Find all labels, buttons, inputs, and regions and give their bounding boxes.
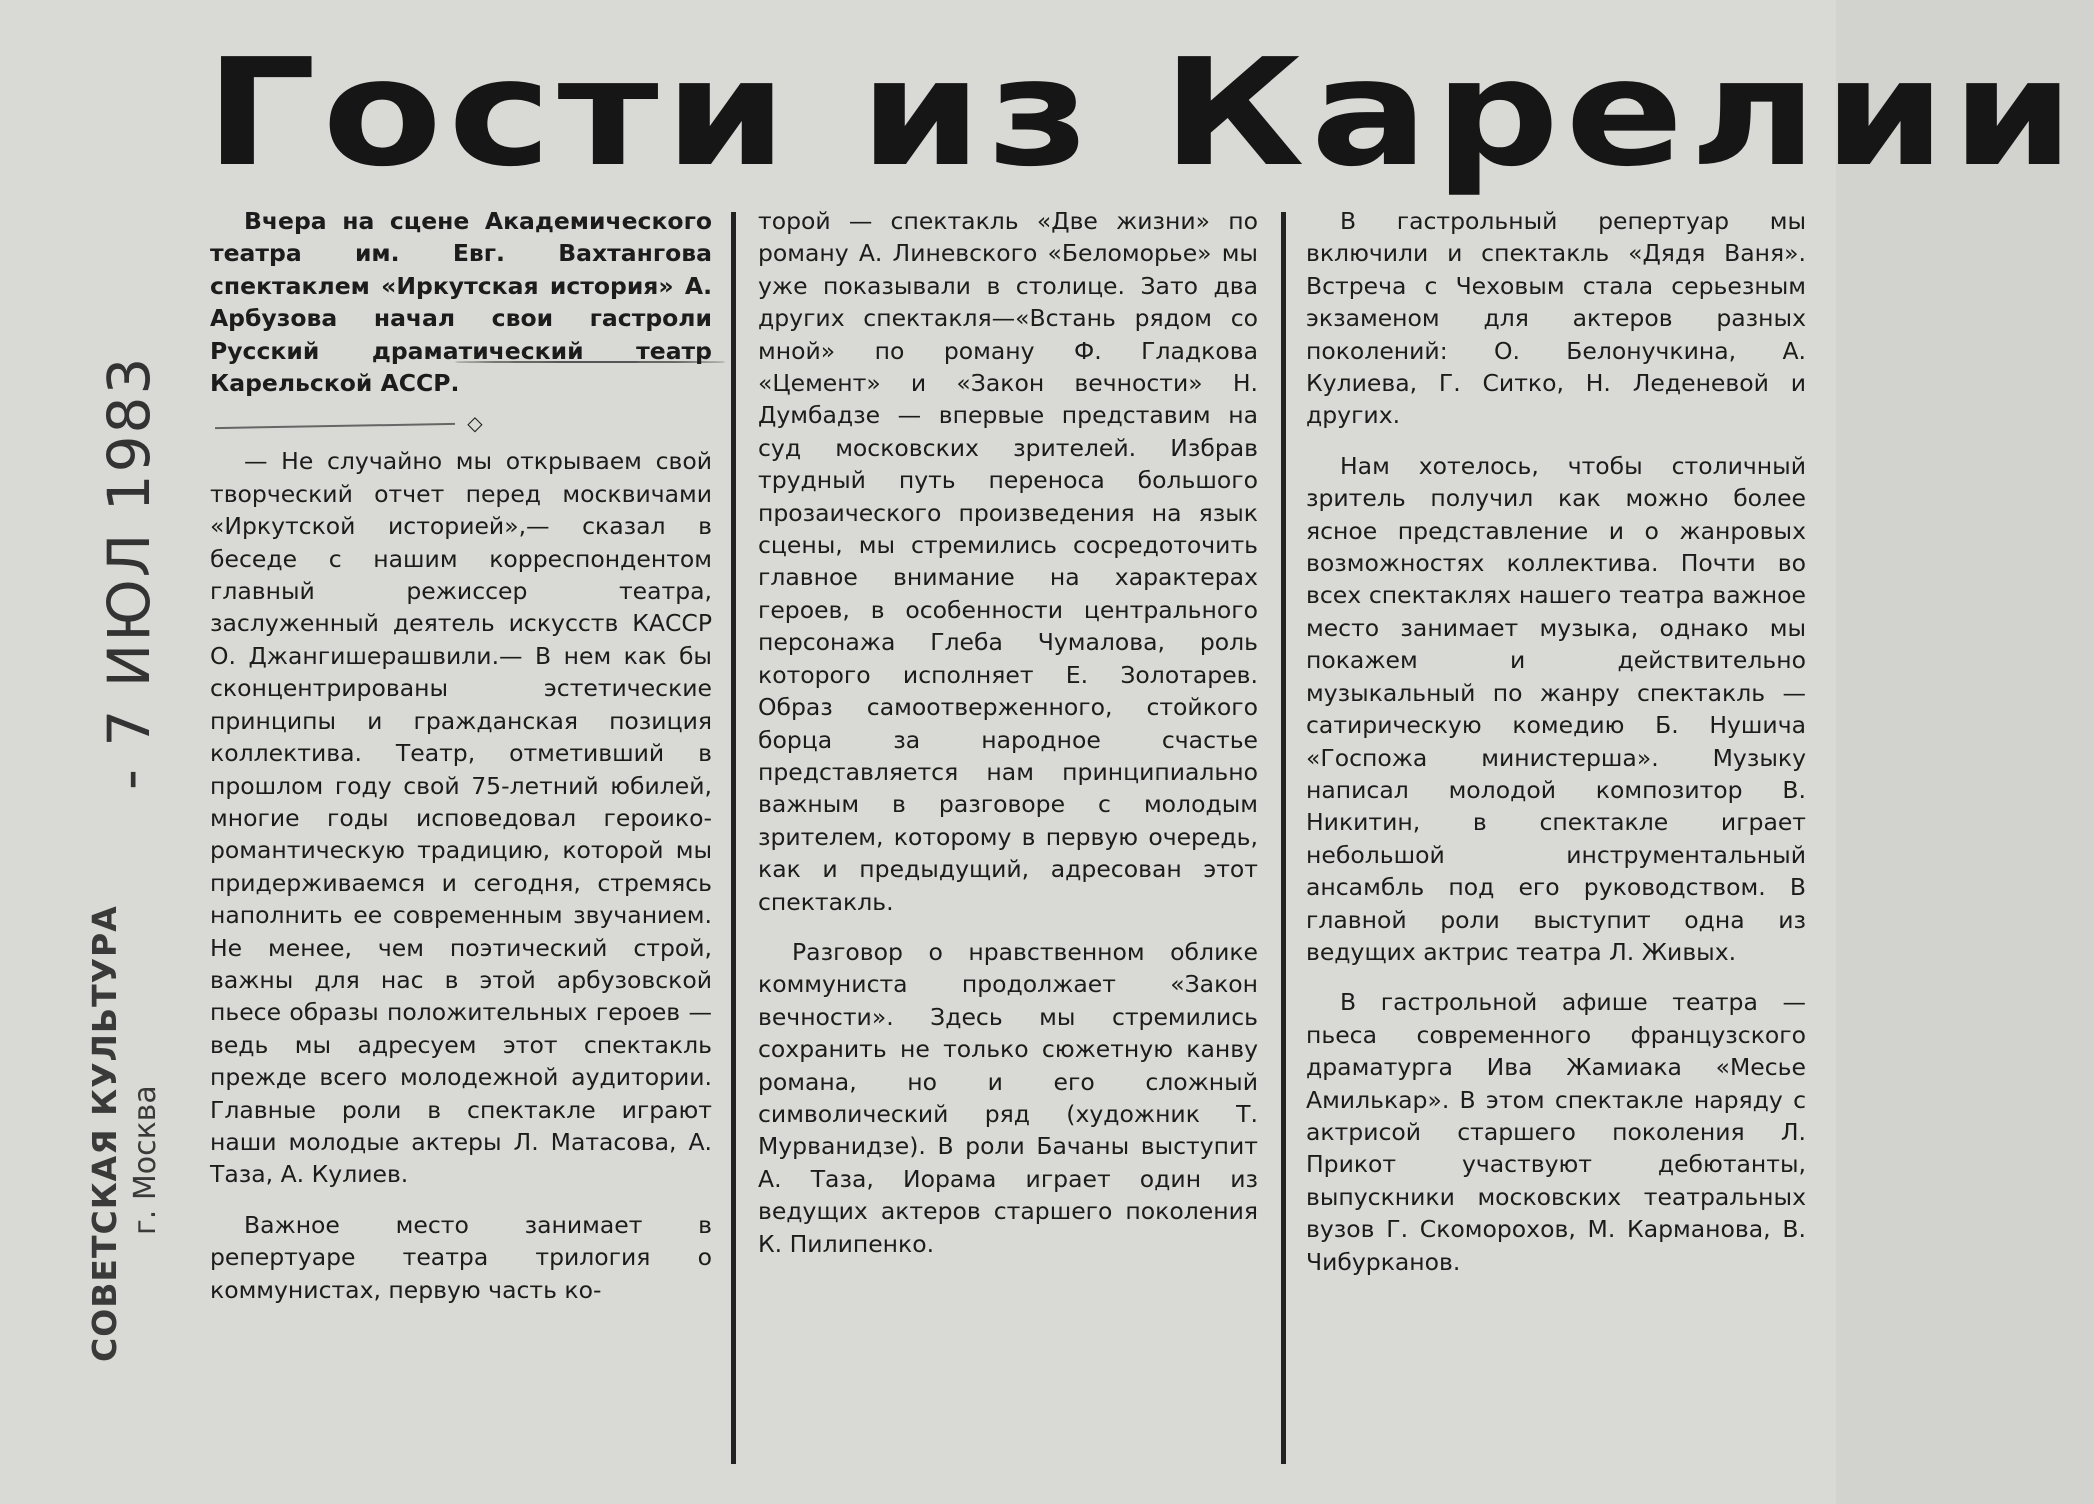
column-rule (731, 212, 736, 1464)
column-rule (1281, 212, 1286, 1464)
paragraph: В гастрольный репертуар мы включили и спектакль «Дядя Ваня». Встреча с Чеховым стала серьезным экзаменом для актеров разных поколений: О. Белонучкина, А. Кулиева, Г. Ситко, Н. Леденевой и других. (1306, 207, 1806, 430)
city-stamp: г. Москва (128, 1085, 163, 1235)
article-column-1 (210, 205, 712, 1306)
paragraph: торой — спектакль «Две жизни» по роману А. Линевского «Беломорье» мы уже показывали в столице. Зато два других спектакля—«Встань рядом со мной» по роману Ф. Гладкова «Цемент» и «Закон вечности» Н. Думбадзе — впервые представим на суд московских зрителей. Избрав трудный путь переноса большого прозаического произведения на язык сцены, мы стремились сосредоточить главное внимание на характерах героев, в особенности центрального персонажа Глеба Чумалова, роль которого исполняет Е. Золотарев. Образ самоотверженного, стойкого борца за народное счастье представляется нам принципиально важным в разговоре с молодым зрителем, которому в первую очередь, как и предыдущий, адресован этот спектакль. (758, 207, 1258, 916)
paragraph: Важное место занимает в репертуаре театра трилогия о коммунистах, первую часть ко- (210, 1210, 712, 1304)
diamond-separator-icon: ◇ (467, 411, 483, 436)
article-column-3 (1306, 205, 1806, 1278)
paragraph: — Не случайно мы открываем свой творческий отчет перед москвичами «Иркутской историей»,— сказал в беседе с нашим корреспондентом главный режиссер театра, заслуженный деятель искусств КАССР О. Джангишерашвили.— В нем как бы сконцентрированы эстетические принципы и гражданская позиция коллектива. Театр, отметивший в прошлом году свой 75-летний юбилей, многие годы исповедовал героико-романтическую традицию, которой мы придерживаемся и сегодня, стремясь наполнить ее современным звучанием. Не менее, чем поэтический строй, важны для нас в этой арбузовской пьесе образы положительных героев — ведь мы адресуем этот спектакль прежде всего молодежной аудитории. Главные роли в спектакле играют наши молодые актеры Л. Матасова, А. Таза, А. Кулиев. (210, 447, 712, 1189)
headline: Гости из Карелии (205, 27, 2080, 199)
date-stamp: - 7 ИЮЛ 1983 (95, 355, 163, 790)
newspaper-name-stamp: СОВЕТСКАЯ КУЛЬТУРА (85, 905, 124, 1362)
paragraph: В гастрольной афише театра — пьеса современного французского драматурга Ива Жамиака «Месье Амилькар». В этом спектакле наряду с актрисой старшего поколения Л. Прикот участвуют дебютанты, выпускники московских театральных вузов Г. Скоморохов, М. Карманова, В. Чибурканов. (1306, 988, 1806, 1276)
lead-paragraph: Вчера на сцене Академического театра им. Евг. Вахтангова спектаклем «Иркутская история» А. Арбузова начал свои гастроли Русский драматический театр Карельской АССР. (210, 207, 712, 398)
article-column-2 (758, 205, 1258, 1260)
paragraph: Нам хотелось, чтобы столичный зритель получил как можно более ясное представление и о жанровых возможностях коллектива. Почти во всех спектаклях нашего театра важное место занимает музыка, однако мы покажем и действительно музыкальный по жанру спектакль — сатирическую комедию Б. Нушича «Госпожа министерша». Музыку написал молодой композитор В. Никитин, в спектакле играет небольшой инструментальный ансамбль под его руководством. В главной роли выступит одна из ведущих актрис театра Л. Живых. (1306, 451, 1806, 966)
paragraph: Разговор о нравственном облике коммуниста продолжает «Закон вечности». Здесь мы стремились сохранить не только сюжетную канву романа, но и его сложный символический ряд (художник Т. Мурванидзе). В роли Бачаны выступит А. Таза, Иорама играет один из ведущих актеров старшего поколения К. Пилипенко. (758, 937, 1258, 1258)
